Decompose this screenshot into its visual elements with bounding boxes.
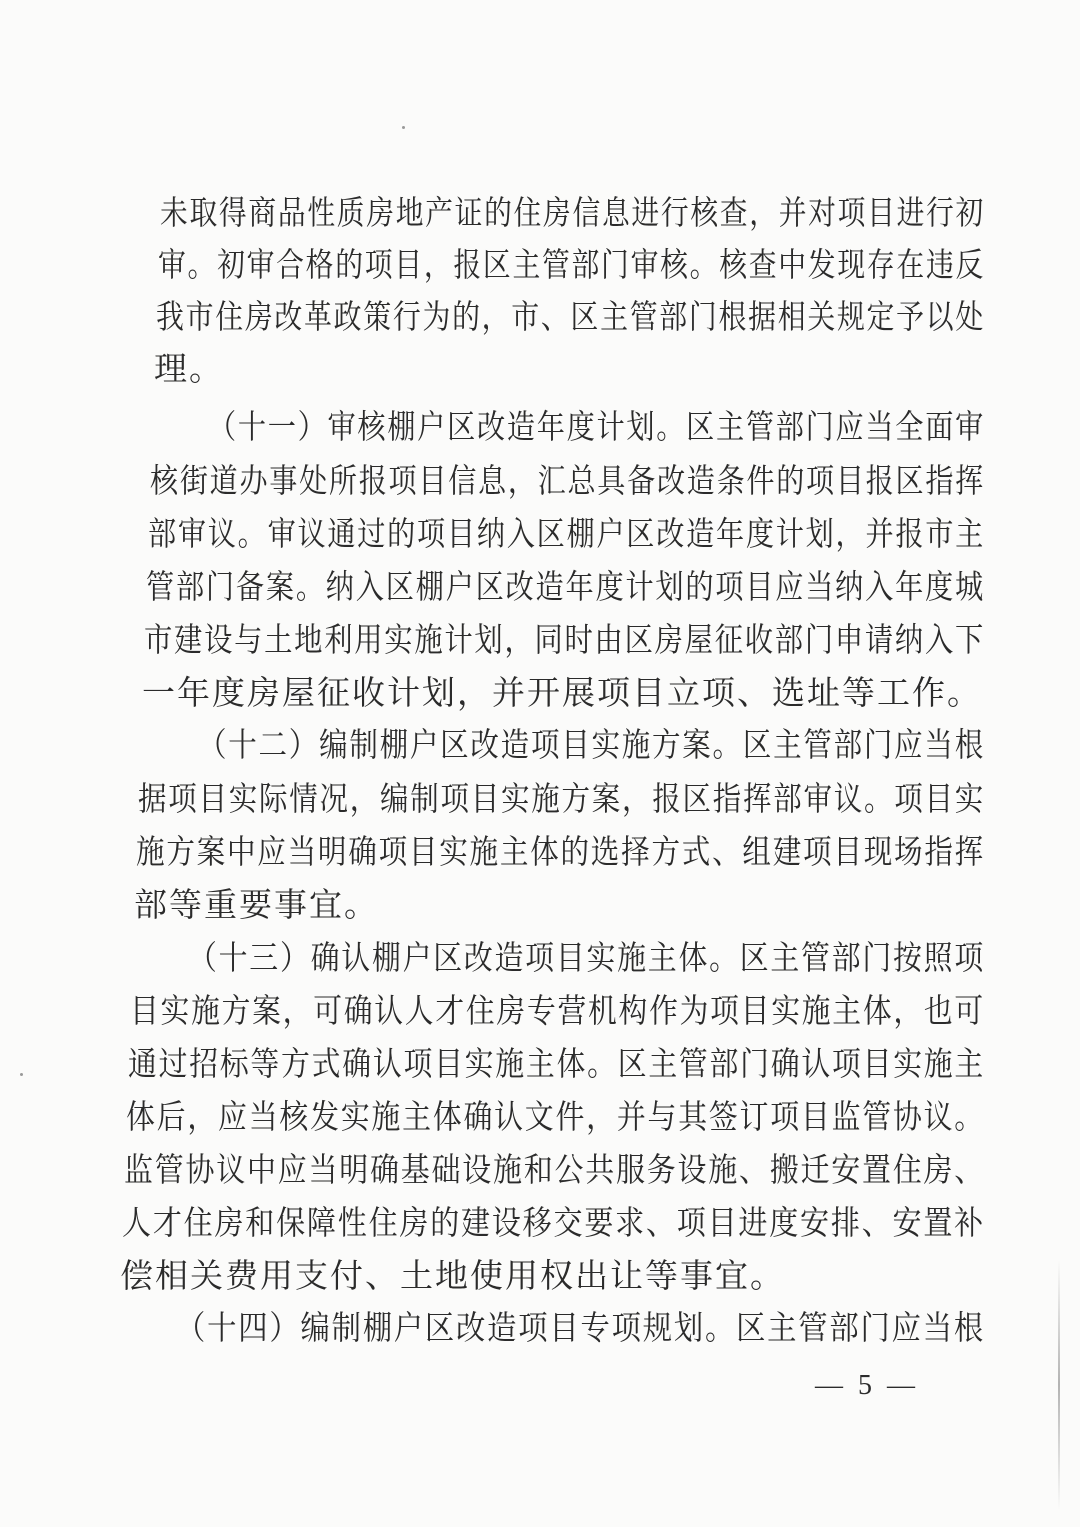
scan-speck [402, 126, 405, 129]
scan-speck [20, 1073, 23, 1076]
text-line: 部审议。审议通过的项目纳入区棚户区改造年度计划，并报市主 [148, 514, 986, 553]
scan-edge-shadow [1058, 1260, 1060, 1510]
text-line: （十二）编制棚户区改造项目实施方案。区主管部门应当根 [198, 725, 985, 764]
text-line: 人才住房和保障性住房的建设移交要求、项目进度安排、安置补 [122, 1203, 985, 1242]
text-line: 部等重要事宜。 [134, 885, 379, 924]
page-number: — 5 — [815, 1370, 919, 1401]
text-line: （十四）编制棚户区改造项目专项规划。区主管部门应当根 [176, 1308, 985, 1347]
text-line: 体后，应当核发实施主体确认文件，并与其签订项目监管协议。 [126, 1097, 985, 1136]
text-line: 市建设与土地利用实施计划，同时由区房屋征收部门申请纳入下 [144, 620, 986, 659]
text-line: 管部门备案。纳入区棚户区改造年度计划的项目应当纳入年度城 [146, 567, 985, 606]
text-line: 监管协议中应当明确基础设施和公共服务设施、搬迁安置住房、 [124, 1150, 986, 1189]
text-line: 偿相关费用支付、土地使用权出让等事宜。 [120, 1256, 785, 1295]
text-line: 审。初审合格的项目，报区主管部门审核。核查中发现存在违反 [158, 245, 986, 284]
text-line: 施方案中应当明确项目实施主体的选择方式、组建项目现场指挥 [136, 832, 985, 871]
text-line: 通过招标等方式确认项目实施主体。区主管部门确认项目实施主 [128, 1044, 986, 1083]
text-line: 我市住房改革政策行为的，市、区主管部门根据相关规定予以处 [156, 297, 985, 336]
text-line: 一年度房屋征收计划，并开展项目立项、选址等工作。 [142, 673, 982, 712]
text-line: （十一）审核棚户区改造年度计划。区主管部门应当全面审 [208, 407, 985, 446]
text-line: （十三）确认棚户区改造项目实施主体。区主管部门按照项 [188, 938, 985, 977]
text-line: 目实施方案，可确认人才住房专营机构作为项目实施主体，也可 [130, 991, 985, 1030]
text-line: 未取得商品性质房地产证的住房信息进行核查，并对项目进行初 [160, 193, 985, 232]
text-line: 据项目实际情况，编制项目实施方案，报区指挥部审议。项目实 [138, 779, 986, 818]
text-line: 核街道办事处所报项目信息，汇总具备改造条件的项目报区指挥 [150, 461, 985, 500]
text-line: 理。 [154, 349, 224, 388]
